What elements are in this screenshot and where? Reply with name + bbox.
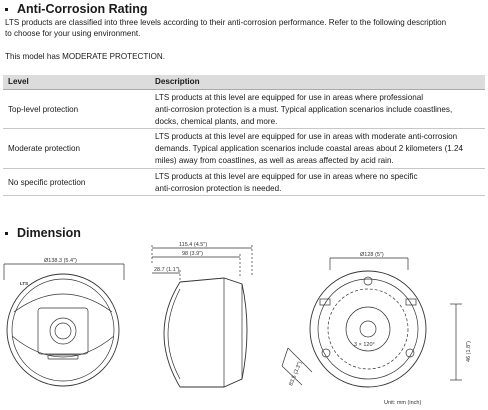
description-line: LTS products at this level are equipped for use in areas with moderate anti-corrosion: [155, 132, 458, 142]
description-line: anti-corrosion protection is a must. Typical application scenarios include coastlines,: [155, 104, 453, 114]
unit-note: Unit: mm (inch): [384, 400, 422, 406]
bullet-icon: [5, 8, 8, 11]
side-view-drawing: [140, 237, 295, 407]
front-diameter-label: Ø138.3 (5.4"): [44, 258, 77, 264]
description-line: LTS products at this level are equipped for use in areas where no specific: [155, 171, 418, 181]
model-protection-note: This model has MODERATE PROTECTION.: [5, 52, 165, 61]
header-description: Description: [150, 75, 485, 90]
mount-diagonal-label: 83.5 (3.3"): [288, 360, 304, 387]
description-line: demands. Typical application scenarios include coastal areas about 2 kilometers (1.24: [155, 144, 464, 154]
anticorrosion-title: Anti-Corrosion Rating: [17, 2, 148, 16]
level-cell: No specific protection: [3, 168, 150, 196]
dimension-title: Dimension: [17, 226, 81, 240]
description-cell: [150, 168, 485, 196]
anticorrosion-table: [3, 75, 485, 196]
description-line: anti-corrosion protection is needed.: [155, 183, 282, 193]
description-line: miles) away from coastlines, as well as areas affected by acid rain.: [155, 155, 394, 165]
table-row: [3, 129, 485, 168]
bullet-icon: [5, 232, 8, 235]
mount-height-label: 46 (1.8"): [466, 341, 472, 362]
description-cell: [150, 129, 485, 168]
header-level: Level: [3, 75, 150, 90]
table-row: [3, 168, 485, 196]
description-line: LTS products at this level are equipped for use in areas where professional: [155, 93, 423, 102]
side-dim-overall: 115.4 (4.5"): [179, 242, 208, 248]
description-line: docks, chemical plants, and more.: [155, 116, 278, 126]
table-row: [3, 90, 485, 129]
front-logo: LTS: [20, 281, 29, 286]
intro-line: LTS products are classified into three levels according to their anti-corrosion performance. Refer to the following description: [5, 18, 447, 27]
description-cell: [150, 90, 485, 129]
mount-base-drawing: [280, 244, 485, 394]
level-cell: Top-level protection: [3, 90, 150, 129]
intro-line: to choose for your using environment.: [5, 29, 141, 39]
anticorrosion-intro: [5, 17, 446, 39]
dimension-heading: [5, 226, 81, 240]
side-dim-body: 98 (3.9"): [182, 251, 203, 257]
side-dim-front: 28.7 (1.1"): [154, 267, 180, 273]
anticorrosion-heading: [5, 2, 148, 16]
table-header-row: [3, 75, 485, 90]
front-view-drawing: [0, 250, 135, 400]
mount-diameter-label: Ø128 (5"): [360, 252, 384, 258]
mount-angle-label: 3 × 120°: [354, 342, 375, 348]
level-cell: Moderate protection: [3, 129, 150, 168]
